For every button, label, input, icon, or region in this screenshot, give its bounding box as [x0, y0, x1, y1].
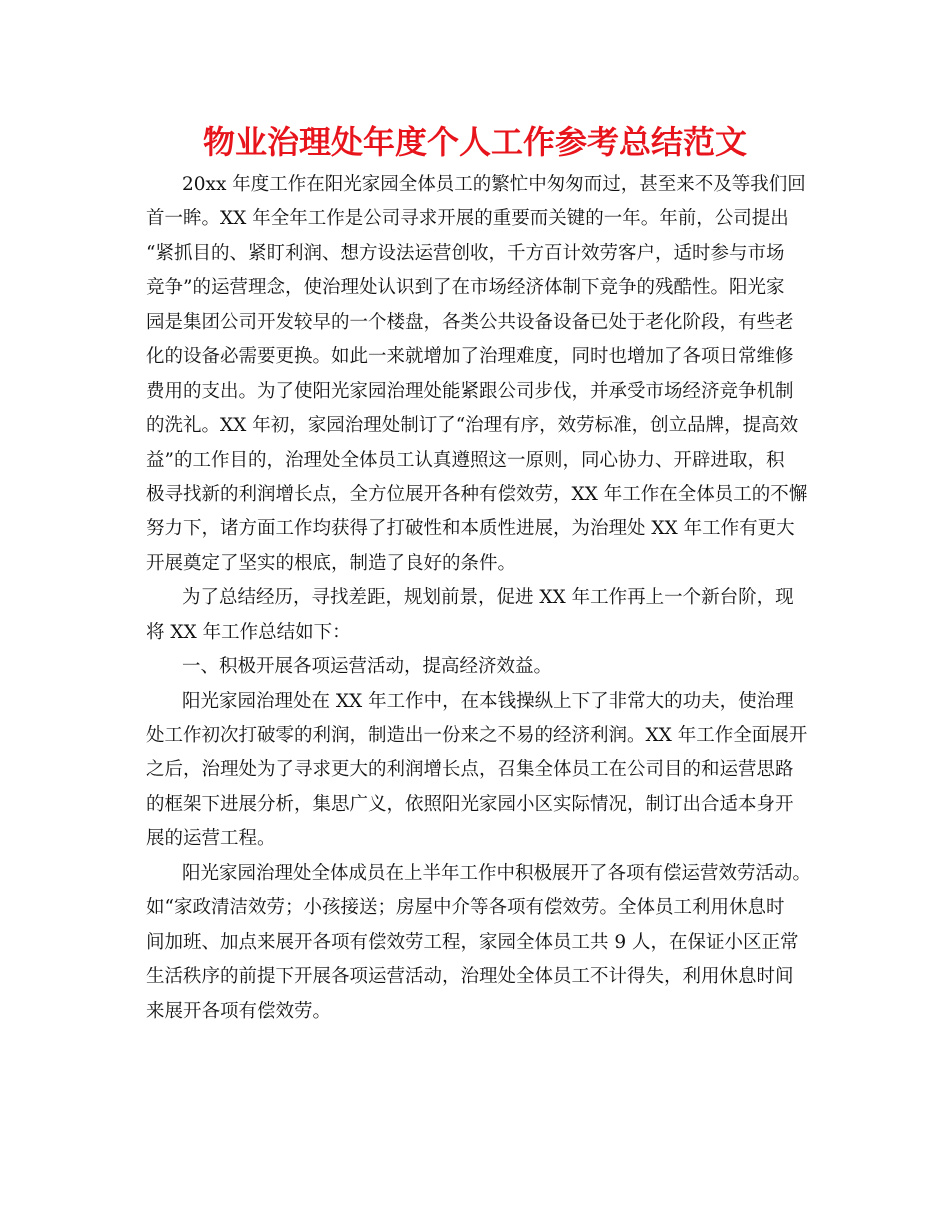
document-title: 物业治理处年度个人工作参考总结范文: [202, 123, 747, 161]
paragraph-line: 来展开各项有偿效劳。: [146, 1000, 332, 1022]
paragraph-line: 开展奠定了坚实的根底，制造了良好的条件。: [146, 552, 517, 574]
paragraph-line: 展的运营工程。: [146, 828, 276, 850]
paragraph-line: 如“家政清洁效劳；小孩接送；房屋中介等各项有偿效劳。全体员工利用休息时: [146, 897, 785, 919]
paragraph-line: 阳光家园治理处全体成员在上半年工作中积极展开了各项有偿运营效劳活动。: [182, 862, 812, 884]
paragraph-line: 竞争”的运营理念，使治理处认识到了在市场经济体制下竞争的残酷性。阳光家: [146, 277, 785, 299]
paragraph-line: 阳光家园治理处在 XX 年工作中，在本钱操纵上下了非常大的功夫，使治理: [182, 690, 794, 712]
section-heading: 一、积极开展各项运营活动，提高经济效益。: [182, 656, 553, 678]
paragraph-line: 化的设备必需要更换。如此一来就增加了治理难度，同时也增加了各项日常维修: [146, 346, 794, 368]
document-body: [146, 168, 826, 1029]
paragraph-line: 的洗礼。XX 年初，家园治理处制订了“治理有序，效劳标准，创立品牌，提高效: [146, 415, 799, 437]
paragraph-line: 将 XX 年工作总结如下：: [146, 621, 351, 643]
paragraph-line: 20xx 年度工作在阳光家园全体员工的繁忙中匆匆而过，甚至来不及等我们回: [182, 174, 806, 195]
paragraph-line: 生活秩序的前提下开展各项运营活动，治理处全体员工不计得失，利用休息时间: [146, 966, 794, 988]
paragraph-line: 努力下，诸方面工作均获得了打破性和本质性进展，为治理处 XX 年工作有更大: [146, 518, 795, 540]
paragraph-line: 间加班、加点来展开各项有偿效劳工程，家园全体员工共 9 人，在保证小区正常: [146, 931, 799, 953]
paragraph-line: 为了总结经历，寻找差距，规划前景，促进 XX 年工作再上一个新台阶，现: [182, 587, 794, 609]
paragraph-line: 首一眸。XX 年全年工作是公司寻求开展的重要而关键的一年。年前，公司提出: [146, 208, 789, 230]
paragraph-line: 极寻找新的利润增长点，全方位展开各种有偿效劳，XX 年工作在全体员工的不懈: [146, 483, 808, 505]
paragraph-line: 之后，治理处为了寻求更大的利润增长点，召集全体员工在公司目的和运营思路: [146, 759, 794, 781]
paragraph-line: 的框架下进展分析，集思广义，依照阳光家园小区实际情况，制订出合适本身开: [146, 793, 794, 815]
paragraph-line: 费用的支出。为了使阳光家园治理处能紧跟公司步伐，并承受市场经济竞争机制: [146, 380, 794, 402]
paragraph-line: 处工作初次打破零的利润，制造出一份来之不易的经济利润。XX 年工作全面展开: [146, 725, 808, 746]
paragraph-line: “紧抓目的、紧盯利润、想方设法运营创收，千方百计效劳客户，适时参与市场: [146, 242, 785, 264]
paragraph-line: 益”的工作目的，治理处全体员工认真遵照这一原则，同心协力、开辟进取，积: [146, 449, 785, 471]
paragraph-line: 园是集团公司开发较早的一个楼盘，各类公共设备设备已处于老化阶段，有些老: [146, 311, 794, 333]
